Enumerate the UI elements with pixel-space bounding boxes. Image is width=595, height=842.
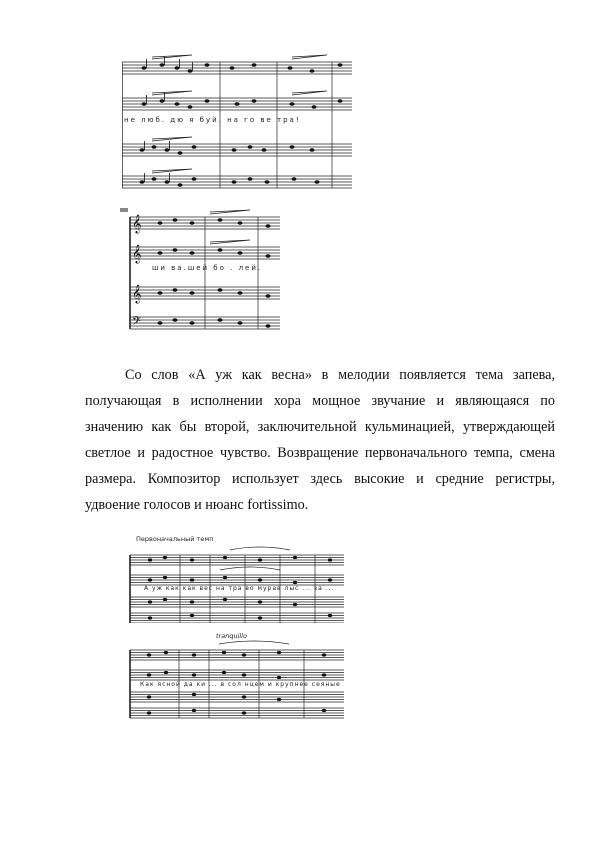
svg-text:𝄞: 𝄞	[132, 214, 142, 233]
svg-text:𝄞: 𝄞	[132, 284, 142, 303]
svg-text:𝄞: 𝄞	[132, 244, 142, 263]
body-paragraph: Со слов «А уж как весна» в мелодии появляется тема запева, получающая в исполнении хора мощное звучание и являющаяся по значению как бы второй, заключительной кульминацией, утверждающей светлое и радостное чувство. Возвращение первоначального темпа, смена размера. Композитор использует здесь высокие и средние регистры, удвоение голосов и нюанс fortissimo.	[85, 367, 555, 513]
svg-text:𝄢: 𝄢	[132, 315, 142, 331]
score-1-lyrics: не люб. дю я буй. на го ве тра!	[124, 116, 301, 124]
music-score-excerpt-3	[120, 535, 344, 623]
score-3-lyrics: А уж как как вес на тра во мурав лыс ... за ...	[144, 585, 335, 592]
music-score-excerpt-1	[122, 48, 352, 198]
score-4-notation	[124, 632, 344, 720]
score-2-lyrics: ши ва.шей бо . лей.	[152, 264, 263, 272]
score-3-notation	[120, 535, 344, 623]
music-score-excerpt-4	[124, 632, 344, 720]
score-4-dynamic-marking: tranquillo	[216, 632, 247, 640]
score-4-lyrics: Как ясной да ки ... в сол нцем и крупнее сеяные	[140, 681, 341, 688]
score-3-tempo-marking: Первоначальный темп	[136, 535, 214, 543]
music-score-excerpt-2	[120, 205, 280, 340]
score-2-notation	[120, 205, 280, 340]
